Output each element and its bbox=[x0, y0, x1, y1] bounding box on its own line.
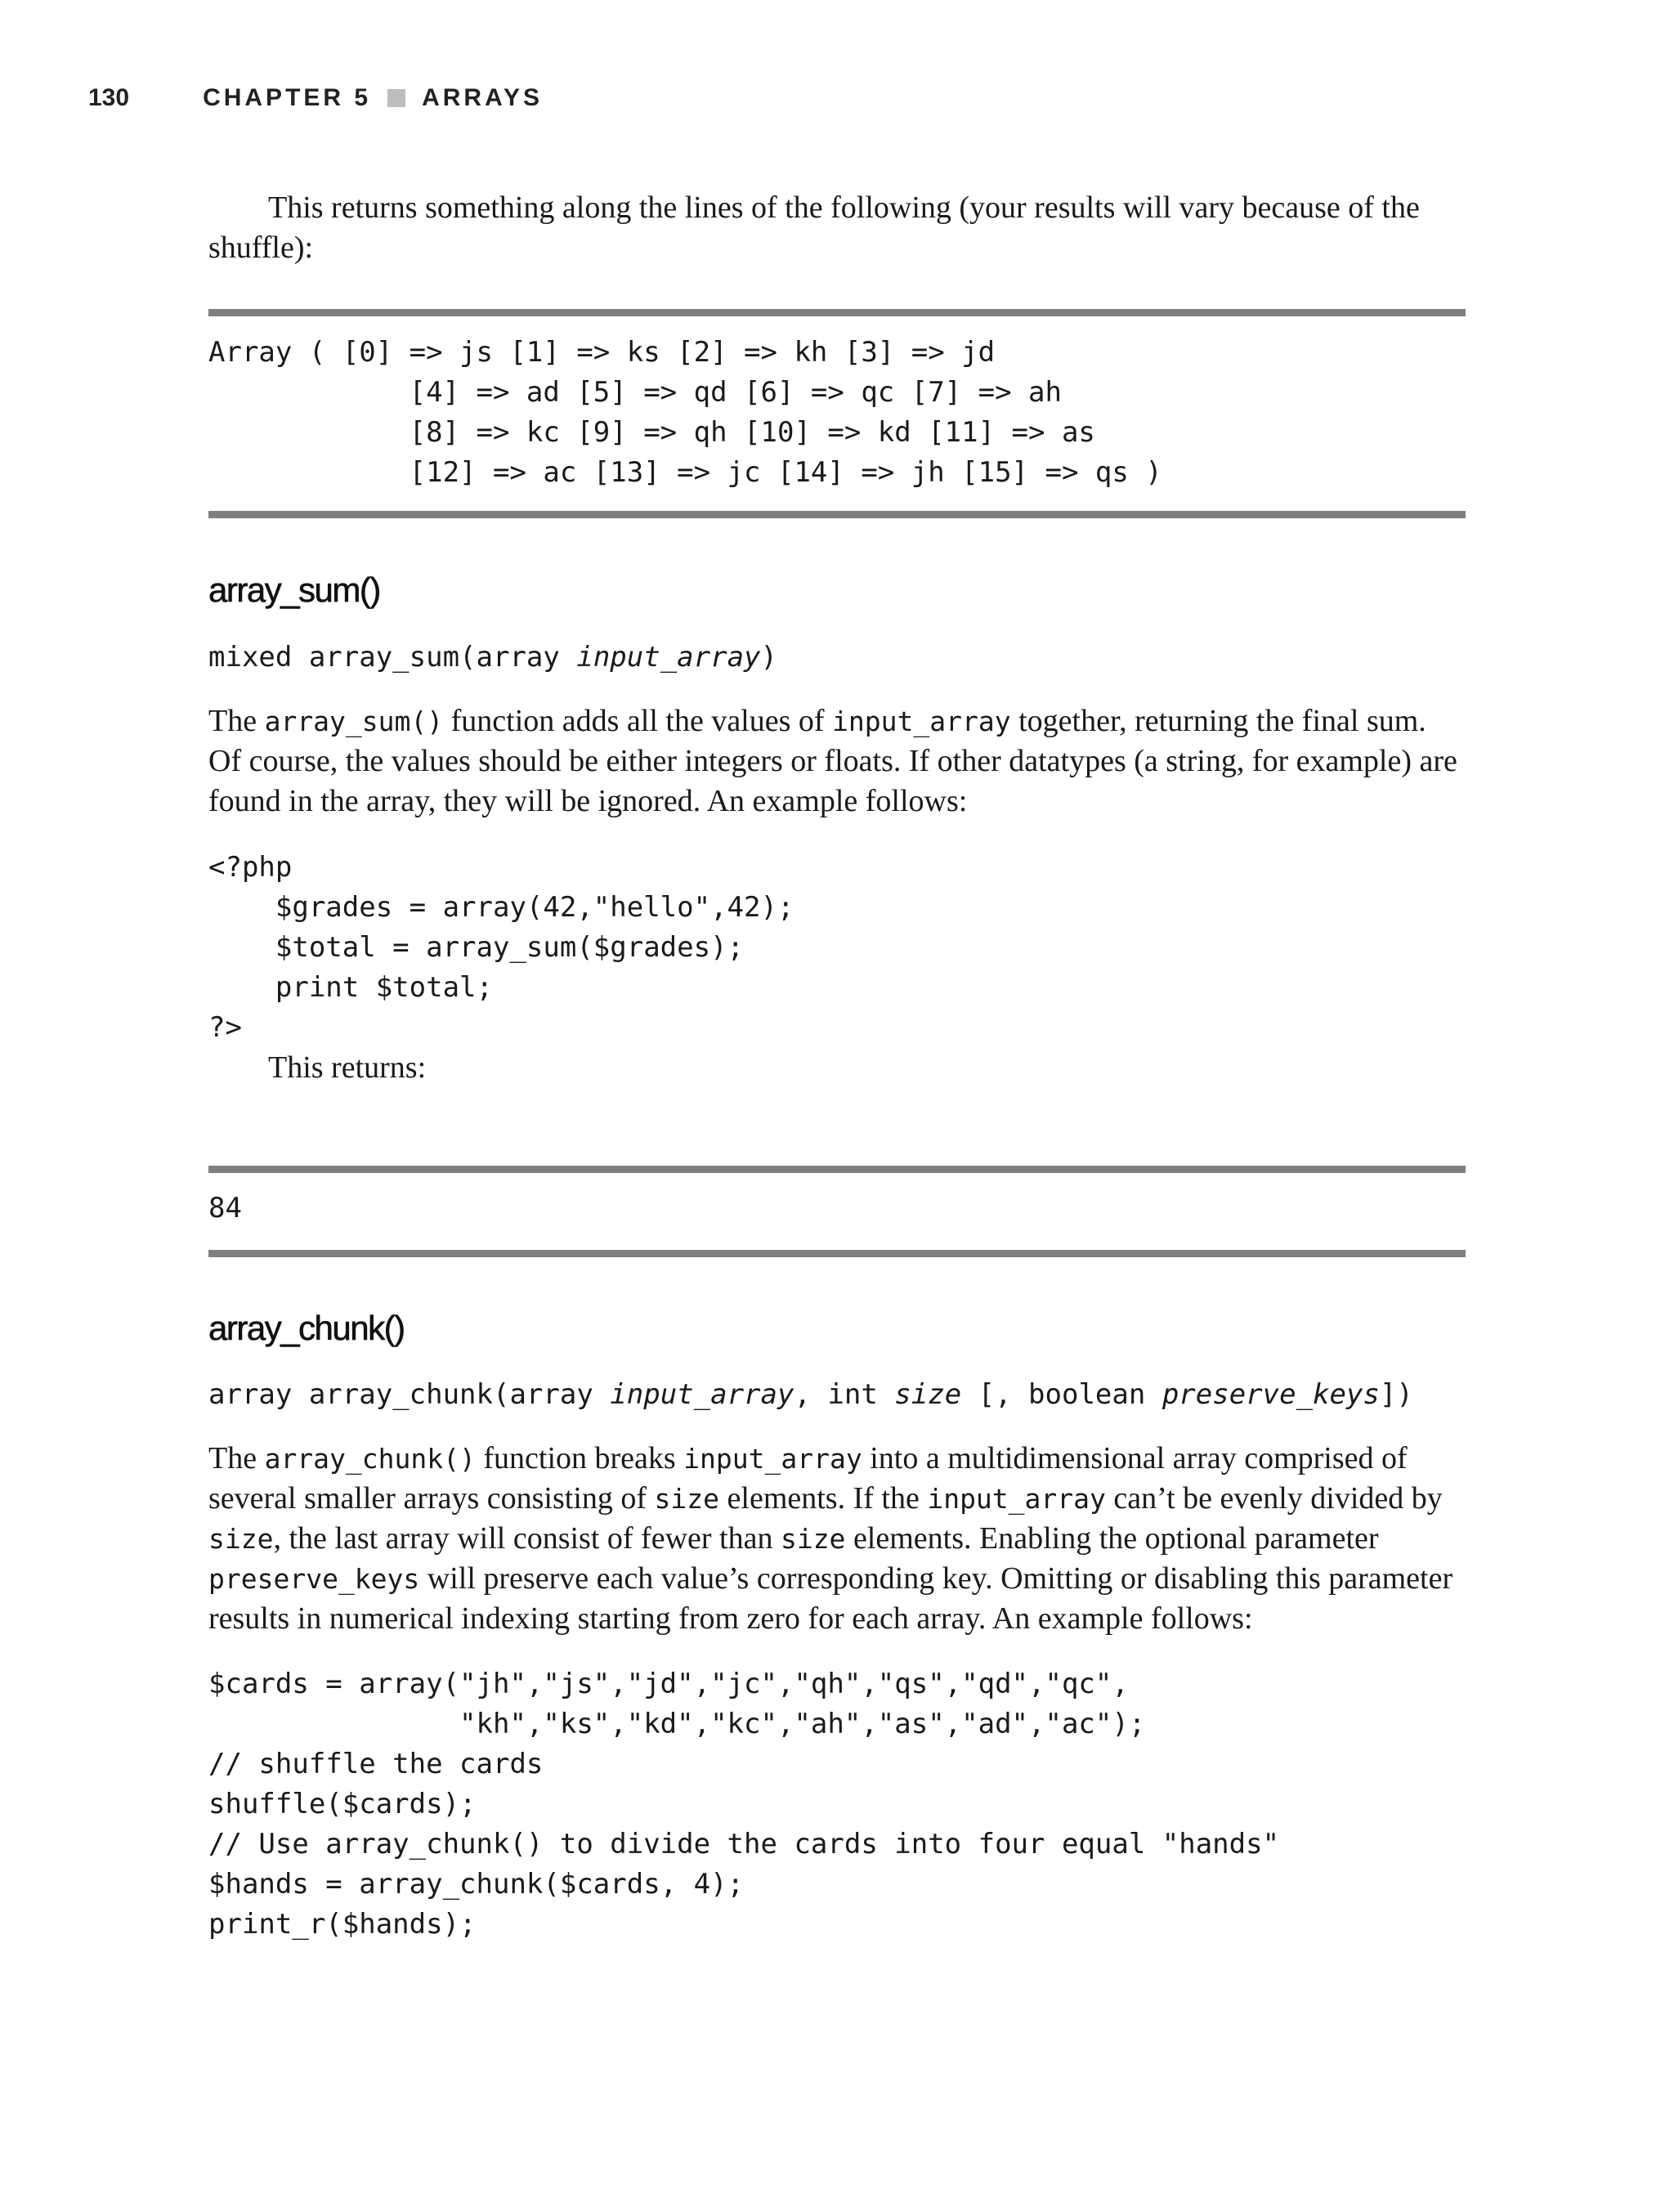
inline-code: preserve_keys bbox=[208, 1563, 420, 1595]
top-rule bbox=[208, 1166, 1466, 1173]
array-chunk-example bbox=[208, 1664, 1466, 1945]
section-heading: array_chunk() bbox=[208, 1309, 405, 1347]
shuffle-output-box bbox=[208, 309, 1466, 493]
text: into a multidimensional array comprised of several smaller arrays consisting of bbox=[208, 1441, 1408, 1516]
array-sum-description bbox=[208, 701, 1466, 822]
text: The bbox=[208, 1441, 265, 1475]
array-sum-example bbox=[208, 848, 1466, 1048]
bottom-rule bbox=[208, 511, 1466, 518]
intro-paragraph-block bbox=[208, 188, 1466, 268]
text: , the last array will consist of fewer than bbox=[273, 1521, 781, 1556]
inline-code: input_array bbox=[683, 1443, 862, 1475]
signature-text: [, boolean bbox=[961, 1378, 1162, 1411]
text: together, returning the final sum. Of course, the values should be either integers or floats. If other datatypes (a string, for example) are found in the array, they will be ignored. An example follows: bbox=[208, 704, 1457, 818]
code-line: shuffle($cards); bbox=[208, 1788, 477, 1820]
section-label: ARRAYS bbox=[422, 84, 544, 111]
code-line: $hands = array_chunk($cards, 4); bbox=[208, 1868, 745, 1901]
array-sum-section bbox=[208, 571, 1466, 610]
intro-paragraph: This returns something along the lines of the following (your results will vary because of the shuffle): bbox=[208, 190, 1420, 265]
code-line: $grades = array(42,"hello",42); bbox=[208, 891, 794, 924]
code-line: $total = array_sum($grades); bbox=[208, 931, 745, 964]
signature-param: input_array bbox=[610, 1378, 794, 1411]
inline-code: array_sum() bbox=[264, 705, 444, 737]
signature-param: input_array bbox=[576, 641, 761, 674]
signature-param: size bbox=[894, 1378, 962, 1411]
bottom-rule-wrap bbox=[208, 1250, 1466, 1257]
text: will preserve each value’s corresponding key. Omitting or disabling this parameter results in numerical indexing starting from zero for each array. An example follows: bbox=[208, 1561, 1453, 1636]
code-line: ?> bbox=[208, 1011, 242, 1044]
code-line: <?php bbox=[208, 851, 293, 884]
running-header bbox=[88, 82, 543, 114]
text: function breaks bbox=[475, 1441, 684, 1475]
signature-text: ]) bbox=[1379, 1378, 1413, 1411]
code-line: "kh","ks","kd","kc","ah","as","ad","ac"); bbox=[208, 1708, 1146, 1740]
array-chunk-description bbox=[208, 1439, 1466, 1639]
inline-code: size bbox=[208, 1523, 274, 1555]
page-number: 130 bbox=[88, 84, 130, 111]
text: can’t be evenly divided by bbox=[1105, 1481, 1443, 1516]
top-rule bbox=[208, 309, 1466, 316]
signature-text: , int bbox=[794, 1378, 895, 1411]
inline-code: array_chunk() bbox=[264, 1443, 476, 1475]
code-line: // Use array_chunk() to divide the cards into four equal "hands" bbox=[208, 1828, 1280, 1860]
inline-code: size bbox=[780, 1523, 846, 1555]
code-line: print_r($hands); bbox=[208, 1908, 477, 1941]
inline-code: input_array bbox=[832, 705, 1011, 737]
signature-text: array array_chunk(array bbox=[208, 1378, 611, 1411]
code-example bbox=[208, 848, 1466, 1048]
code-line: $cards = array("jh","js","jd","jc","qh","qs","qd","qc", bbox=[208, 1668, 1129, 1700]
text: elements. If the bbox=[719, 1481, 928, 1516]
signature-text: mixed array_sum(array bbox=[208, 641, 577, 674]
text: elements. Enabling the optional parameter bbox=[845, 1521, 1379, 1556]
returns-label-block bbox=[208, 1048, 1466, 1088]
square-separator-icon bbox=[387, 89, 405, 107]
code-line: // shuffle the cards bbox=[208, 1748, 544, 1780]
code-line: print $total; bbox=[208, 971, 493, 1004]
bottom-rule bbox=[208, 1250, 1466, 1257]
array-chunk-section bbox=[208, 1309, 1466, 1348]
inline-code: input_array bbox=[927, 1483, 1106, 1515]
text: function adds all the values of bbox=[443, 704, 833, 738]
output-line: [4] => ad [5] => qd [6] => qc [7] => ah bbox=[208, 376, 1062, 409]
inline-code: size bbox=[654, 1483, 720, 1515]
bottom-rule-wrap bbox=[208, 511, 1466, 518]
description-paragraph bbox=[208, 1439, 1466, 1639]
signature-param: preserve_keys bbox=[1162, 1378, 1380, 1411]
array-chunk-signature bbox=[208, 1375, 1466, 1415]
description-paragraph bbox=[208, 701, 1466, 822]
code-example bbox=[208, 1664, 1466, 1945]
returns-label: This returns: bbox=[268, 1050, 427, 1085]
array-sum-signature bbox=[208, 638, 1466, 678]
section-heading: array_sum() bbox=[208, 571, 380, 609]
shuffle-output bbox=[208, 333, 1466, 493]
sum-output: 84 bbox=[208, 1192, 242, 1225]
signature-text: ) bbox=[760, 641, 777, 674]
chapter-label: CHAPTER 5 bbox=[203, 84, 372, 111]
text: The bbox=[208, 704, 265, 738]
sum-output-box bbox=[208, 1166, 1466, 1229]
output-line: [8] => kc [9] => qh [10] => kd [11] => as bbox=[208, 416, 1095, 449]
output-line: Array ( [0] => js [1] => ks [2] => kh [3] => jd bbox=[208, 336, 996, 369]
output-line: [12] => ac [13] => jc [14] => jh [15] => qs ) bbox=[208, 456, 1162, 489]
